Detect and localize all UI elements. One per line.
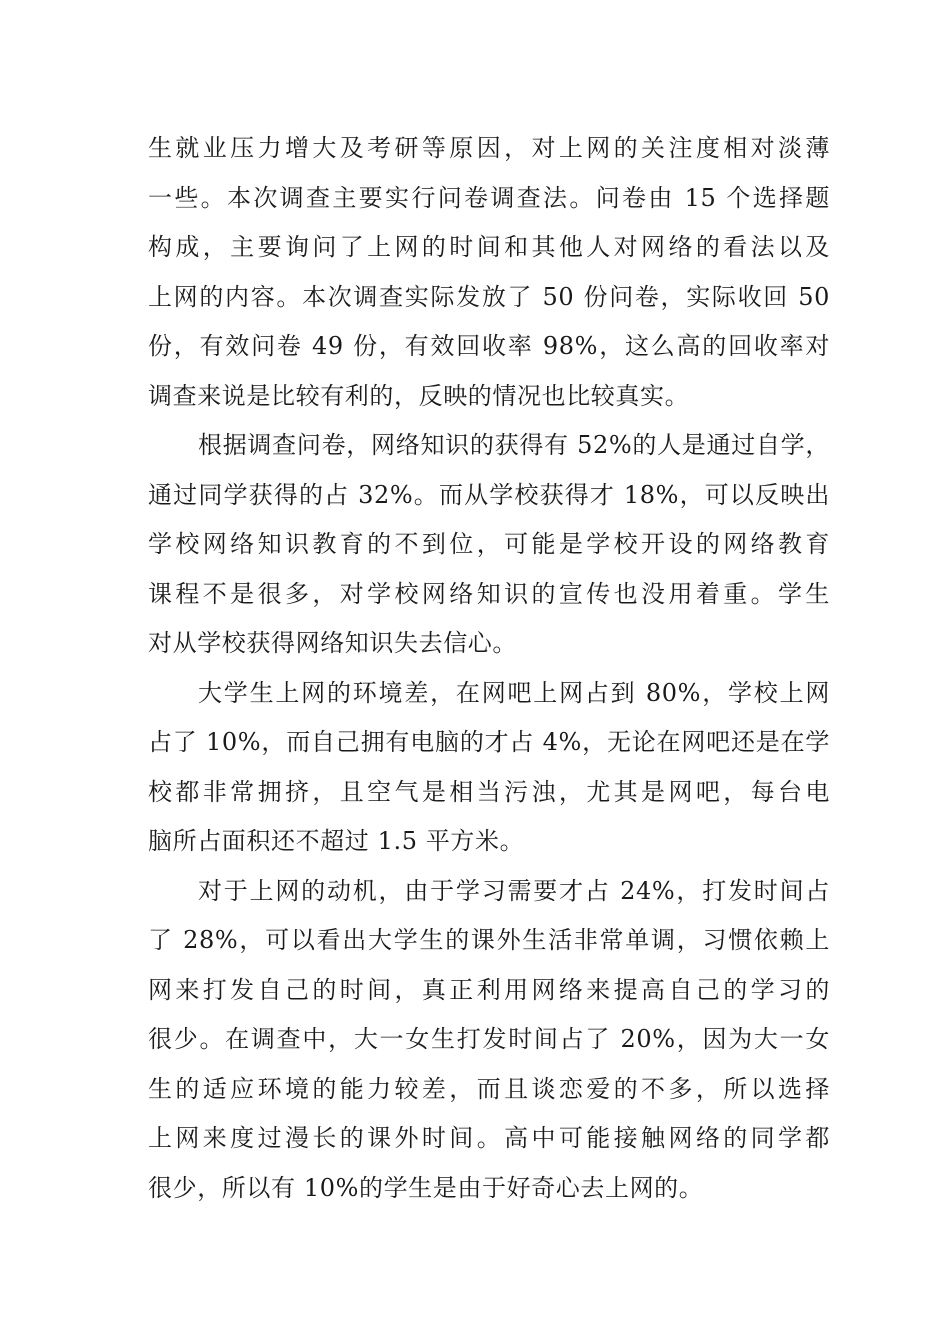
text-line: 对于上网的动机，由于学习需要才占 24%，打发时间占 bbox=[198, 876, 830, 905]
paragraph-3 bbox=[148, 669, 830, 867]
text-line: 很少，所以有 10%的学生是由于好奇心去上网的。 bbox=[148, 1173, 704, 1202]
text-line: 构成，主要询问了上网的时间和其他人对网络的看法以及 bbox=[148, 233, 830, 261]
text-line: 生就业压力增大及考研等原因，对上网的关注度相对淡薄 bbox=[148, 134, 830, 162]
paragraph-4 bbox=[148, 867, 830, 1214]
text-line: 网来打发自己的时间，真正利用网络来提高自己的学习的 bbox=[148, 975, 830, 1004]
document-page bbox=[148, 124, 830, 1213]
text-line: 通过同学获得的占 32%。而从学校获得才 18%，可以反映出 bbox=[148, 480, 830, 509]
text-line: 根据调查问卷，网络知识的获得有 52%的人是通过自学， bbox=[198, 431, 830, 459]
text-line: 一些。本次调查主要实行问卷调查法。问卷由 15 个选择题 bbox=[148, 183, 830, 212]
text-line: 上网来度过漫长的课外时间。高中可能接触网络的同学都 bbox=[148, 1124, 830, 1152]
paragraph-1 bbox=[148, 124, 830, 421]
text-line: 脑所占面积还不超过 1.5 平方米。 bbox=[148, 827, 525, 855]
text-line: 生的适应环境的能力较差，而且谈恋爱的不多，所以选择 bbox=[148, 1074, 830, 1103]
text-line: 校都非常拥挤，且空气是相当污浊，尤其是网吧，每台电 bbox=[148, 777, 830, 806]
text-line: 学校网络知识教育的不到位，可能是学校开设的网络教育 bbox=[148, 530, 830, 558]
text-line: 大学生上网的环境差，在网吧上网占到 80%，学校上网 bbox=[198, 678, 830, 707]
text-line: 了 28%，可以看出大学生的课外生活非常单调，习惯依赖上 bbox=[148, 926, 830, 954]
text-line: 对从学校获得网络知识失去信心。 bbox=[148, 629, 517, 657]
text-line: 占了 10%，而自己拥有电脑的才占 4%，无论在网吧还是在学 bbox=[148, 728, 830, 756]
text-line: 调查来说是比较有利的，反映的情况也比较真实。 bbox=[148, 381, 690, 410]
text-line: 课程不是很多，对学校网络知识的宣传也没用着重。学生 bbox=[148, 579, 830, 608]
text-line: 上网的内容。本次调查实际发放了 50 份问卷，实际收回 50 bbox=[148, 282, 830, 311]
text-line: 很少。在调查中，大一女生打发时间占了 20%，因为大一女 bbox=[148, 1025, 830, 1053]
text-line: 份，有效问卷 49 份，有效回收率 98%，这么高的回收率对 bbox=[148, 332, 830, 360]
paragraph-2 bbox=[148, 421, 830, 669]
